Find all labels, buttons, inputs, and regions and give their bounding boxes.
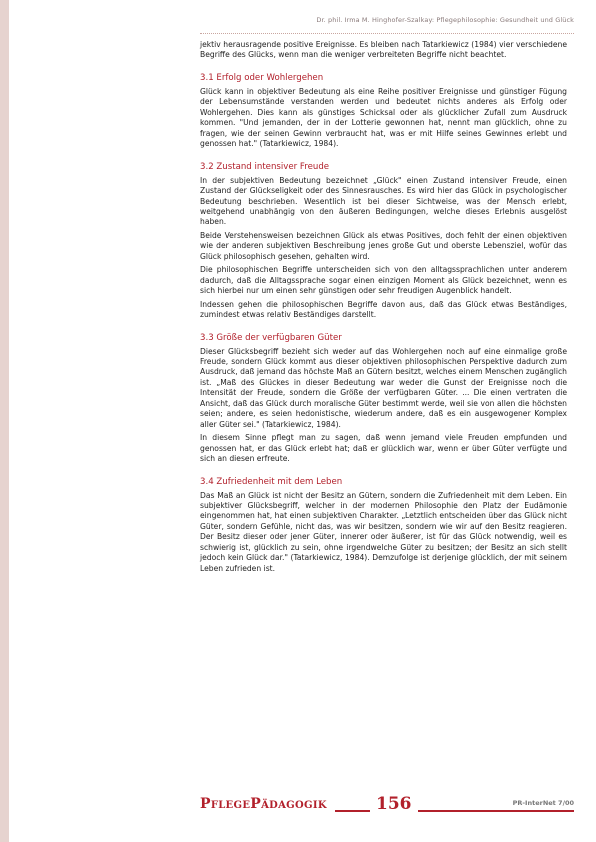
issue-label: PR-InterNet 7/00 [507,799,574,807]
page-header [0,0,596,40]
paragraph: Die philosophischen Begriffe unterscheiden sich von den alltagssprachlichen unter anderem dadurch, daß die Alltagssprache sogar einen einzigen Moment als Glück bezeichnet, wenn es sich hierbei nur um einen sehr günstigen oder sehr freudigen Augenblick handelt. [200,265,567,296]
section-heading: 3.4 Zufriedenheit mit dem Leben [200,476,343,487]
running-title: Dr. phil. Irma M. Hinghofer-Szalkay: Pflegephilosophie: Gesundheit und Glück [316,16,574,24]
paragraph: Glück kann in objektiver Bedeutung als eine Reihe positiver Ereignisse und günstiger Fügung der Lebensumstände verstanden werden und bedeutet nichts anderes als Erfolg oder Wohlergehen. Dies kann als günstiges Schicksal oder als glücklicher Zufall zum Ausdruck kommen. "Und jemanden, der in der Lotterie gewonnen hat, nennt man glücklich, ohne zu fragen, wie der seinen Gewinn verbraucht hat, was er mit Hilfe seines Gewinnes erlebt und genossen hat." (Tatarkiewicz, 1984). [200,86,567,149]
section-heading: 3.2 Zustand intensiver Freude [200,161,330,172]
page-number: 156 [370,794,418,814]
section-3-3 [200,333,567,465]
magazine-logo: PflegePädagogik [200,796,335,812]
section-heading: 3.3 Größe der verfügbaren Güter [200,332,342,343]
paragraph: Dieser Glücksbegriff bezieht sich weder auf das Wohlergehen noch auf eine einmalige große Freude, sondern Glück kommt aus dieser objektiven philosophischen Perspektive dadurch zum Ausdruck, daß jemand das höchste Maß an Gütern besitzt, welches einem Menschen zugänglich ist. „Maß des Glückes in dieser Bedeutung war weder die Gunst der Ereignisse noch die Intensität der Freude, sondern die Größe der verfügbaren Güter. ... Die einen vertraten die Ansicht, daß das Glück durch moralische Güter bestimmt werde, weil sie von allen die höchsten seien; andere, es seien hedonistische, wiederum andere, daß es ein ausgewogener Komplex aller Güter sei." (Tatarkiewicz, 1984). [200,346,567,429]
header-rule [200,33,574,34]
paragraph: Indessen gehen die philosophischen Begriffe davon aus, daß das Glück etwas Beständiges, zumindest etwas relativ Beständiges darstellt. [200,299,567,320]
section-3-4 [200,477,567,575]
intro-paragraph: jektiv herausragende positive Ereignisse. Es bleiben nach Tatarkiewicz (1984) vier verschiedene Begriffe des Glücks, wenn man die weniger verbreiteten Begriffe nicht beachtet. [200,40,567,60]
left-margin-bar [0,0,9,842]
section-3-1 [200,73,567,150]
paragraph: Beide Verstehensweisen bezeichnen Glück als etwas Positives, doch fehlt der einen objektiven wie der anderen subjektiven Beschreibung jenes große Gut und oberste Lebensziel, wofür das Glück philosophisch gesehen, gehalten wird. [200,230,567,261]
section-heading: 3.1 Erfolg oder Wohlergehen [200,72,324,83]
paragraph: In der subjektiven Bedeutung bezeichnet „Glück" einen Zustand intensiver Freude, einen Zustand der Glückseligkeit oder des Sinnesrausches. Es wird hier das Glück in psychologischer Bedeutung beschrieben. Wesentlich ist bei dieser Sichtweise, was der Mensch erlebt, weitgehend unabhängig von den äußeren Bedingungen, welche dieses Erlebnis ausgelöst haben. [200,175,567,227]
paragraph: Das Maß an Glück ist nicht der Besitz an Gütern, sondern die Zufriedenheit mit dem Leben. Ein subjektiver Glücksbegriff, welcher in der modernen Philosophie den Platz der Eudämonie eingenommen hat, hat einen subjektiven Charakter. „Letztlich entscheiden über das Glück nicht Güter, sondern Gefühle, nicht das, was wir besitzen, sondern wie wir auf den Besitz reagieren. Der Besitz dieser oder jener Güter, innerer oder äußerer, ist für das Glück notwendig, weil es schwierig ist, glücklich zu sein, ohne irgendwelche Güter zu besitzen; der Besitz an sich stellt jedoch kein Glück dar." (Tatarkiewicz, 1984). Demzufolge ist derjenige glücklich, der mit seinem Leben zufrieden ist. [200,490,567,573]
text-column [200,40,567,577]
section-3-2 [200,162,567,321]
paragraph: In diesem Sinne pflegt man zu sagen, daß wenn jemand viele Freuden empfunden und genossen hat, er das Glück erlebt hat; daß er glücklich war, wenn er über Güter verfügte und sich an diesen erfreute. [200,433,567,464]
page-footer [200,796,574,824]
